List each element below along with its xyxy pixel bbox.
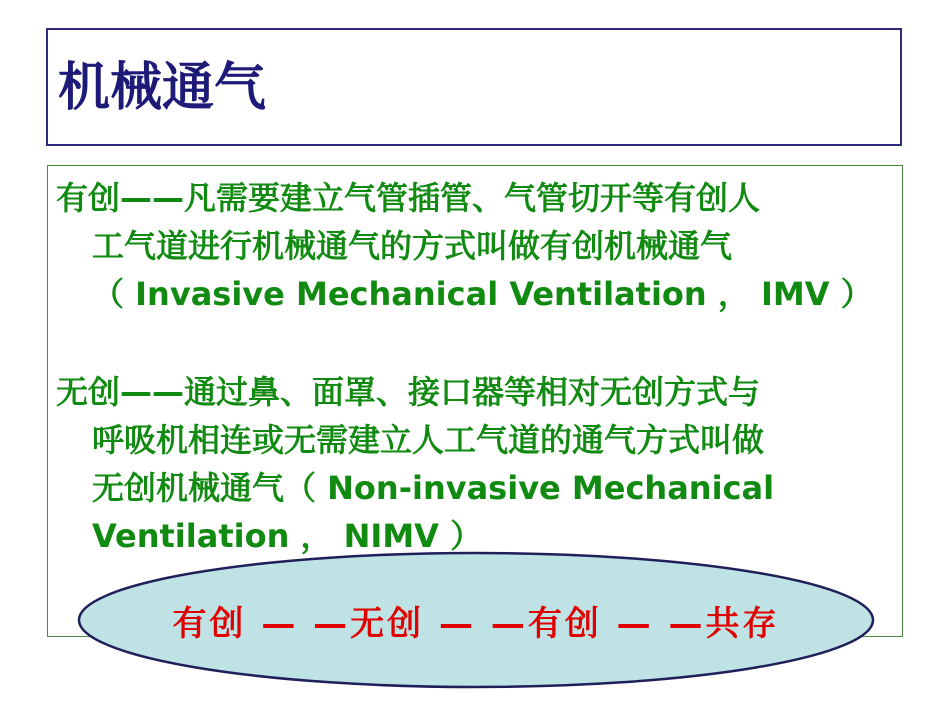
invasive-line-3: （ Invasive Mechanical Ventilation ， IMV ） <box>92 275 873 313</box>
noninvasive-line-3: 无创机械通气（ Non-invasive Mechanical <box>92 469 775 507</box>
invasive-line-2: 工气道进行机械通气的方式叫做有创机械通气 <box>92 227 733 265</box>
noninvasive-line-1: 无创——通过鼻、面罩、接口器等相对无创方式与 <box>56 373 761 411</box>
noninvasive-line-4: Ventilation ， NIMV ） <box>92 517 483 555</box>
invasive-line-1: 有创——凡需要建立气管插管、气管切开等有创人 <box>56 179 761 217</box>
noninvasive-line-2: 呼吸机相连或无需建立人工气道的通气方式叫做 <box>92 421 765 459</box>
invasive-paragraph <box>56 174 886 318</box>
callout-text: 有创 — —无创 — —有创 — —共存 <box>172 603 780 644</box>
slide-title: 机械通气 <box>58 57 267 118</box>
noninvasive-paragraph <box>56 368 886 560</box>
callout-ellipse <box>76 550 876 690</box>
title-box <box>46 28 902 146</box>
